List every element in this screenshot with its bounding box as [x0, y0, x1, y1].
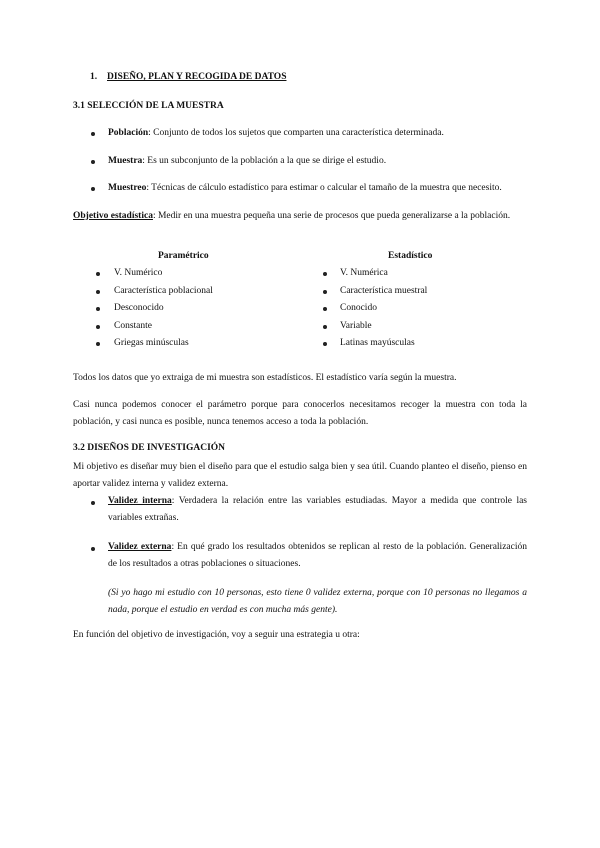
bullet-icon	[323, 342, 327, 346]
objective-text: : Medir en una muestra pequeña una serie de procesos que pueda generalizarse a la población.	[152, 211, 511, 221]
term: Muestreo	[108, 183, 147, 193]
definition-validez-externa	[108, 539, 527, 573]
col1-item: Griegas minúsculas	[114, 338, 189, 348]
paragraph-estadisticos: Todos los datos que yo extraiga de mi muestra son estadísticos. El estadístico varía según la muestra.	[73, 373, 457, 383]
col2-item: Variable	[340, 321, 372, 331]
paragraph-intro-diseno: Mi objetivo es diseñar muy bien el diseño para que el estudio salga bien y sea útil. Cuando planteo el diseño, pienso en aportar validez interna y validez externa.	[73, 462, 527, 489]
objective-paragraph	[73, 208, 527, 225]
definition-text: : Técnicas de cálculo estadístico para estimar o calcular el tamaño de la muestra que necesito.	[146, 183, 502, 193]
objective-term: Objetivo estadística	[73, 211, 153, 221]
example-paragraph: (Si yo hago mi estudio con 10 personas, esto tiene 0 validez externa, porque con 10 personas no llegamos a nada, porque el estudio en verdad es con mucha más gente).	[108, 588, 527, 615]
term: Población	[108, 128, 149, 138]
bullet-icon	[96, 325, 100, 329]
bullet-icon	[91, 501, 95, 505]
closing-paragraph: En función del objetivo de investigación, voy a seguir una estrategia u otra:	[73, 630, 360, 640]
section-32-title: 3.2 DISEÑOS DE INVESTIGACIÓN	[73, 443, 226, 453]
col1-item: Desconocido	[114, 303, 164, 313]
bullet-icon	[96, 307, 100, 311]
bullet-icon	[323, 307, 327, 311]
col2-item: Conocido	[340, 303, 377, 313]
bullet-icon	[323, 290, 327, 294]
heading-title: DISEÑO, PLAN Y RECOGIDA DE DATOS	[107, 72, 287, 82]
col2-item: V. Numérica	[340, 268, 388, 278]
col1-item: Característica poblacional	[114, 286, 213, 296]
bullet-icon	[323, 272, 327, 276]
col1-item: Constante	[114, 321, 152, 331]
definition-poblacion	[108, 128, 444, 138]
section-31-title: 3.1 SELECCIÓN DE LA MUESTRA	[73, 101, 224, 111]
bullet-icon	[323, 325, 327, 329]
col1-title: Paramétrico	[158, 251, 209, 261]
definition-text: : En qué grado los resultados obtenidos se replican al resto de la población. Generalización de los resultados a otras poblaciones o situaciones.	[108, 542, 527, 569]
bullet-icon	[91, 132, 95, 136]
col2-title: Estadístico	[388, 251, 433, 261]
heading-number: 1.	[90, 72, 98, 82]
bullet-icon	[96, 272, 100, 276]
col2-item: Característica muestral	[340, 286, 428, 296]
definition-muestreo	[108, 183, 502, 193]
definition-text: : Verdadera la relación entre las variables estudiadas. Mayor a medida que controle las variables extrañas.	[108, 496, 527, 523]
bullet-icon	[91, 547, 95, 551]
definition-text: : Es un subconjunto de la población a la que se dirige el estudio.	[142, 156, 387, 166]
definition-muestra	[108, 156, 386, 166]
col1-item: V. Numérico	[114, 268, 163, 278]
term: Muestra	[108, 156, 143, 166]
col2-item: Latinas mayúsculas	[340, 338, 415, 348]
bullet-icon	[91, 187, 95, 191]
bullet-icon	[96, 342, 100, 346]
term: Validez interna	[108, 496, 172, 506]
term: Validez externa	[108, 542, 172, 552]
paragraph-parametro: Casi nunca podemos conocer el parámetro porque para conocerlos necesitamos recoger la muestra con toda la población, y casi nunca es posible, nunca tenemos acceso a toda la población.	[73, 400, 527, 427]
bullet-icon	[91, 160, 95, 164]
definition-text: : Conjunto de todos los sujetos que comparten una característica determinada.	[148, 128, 444, 138]
bullet-icon	[96, 290, 100, 294]
definition-validez-interna	[108, 493, 527, 527]
